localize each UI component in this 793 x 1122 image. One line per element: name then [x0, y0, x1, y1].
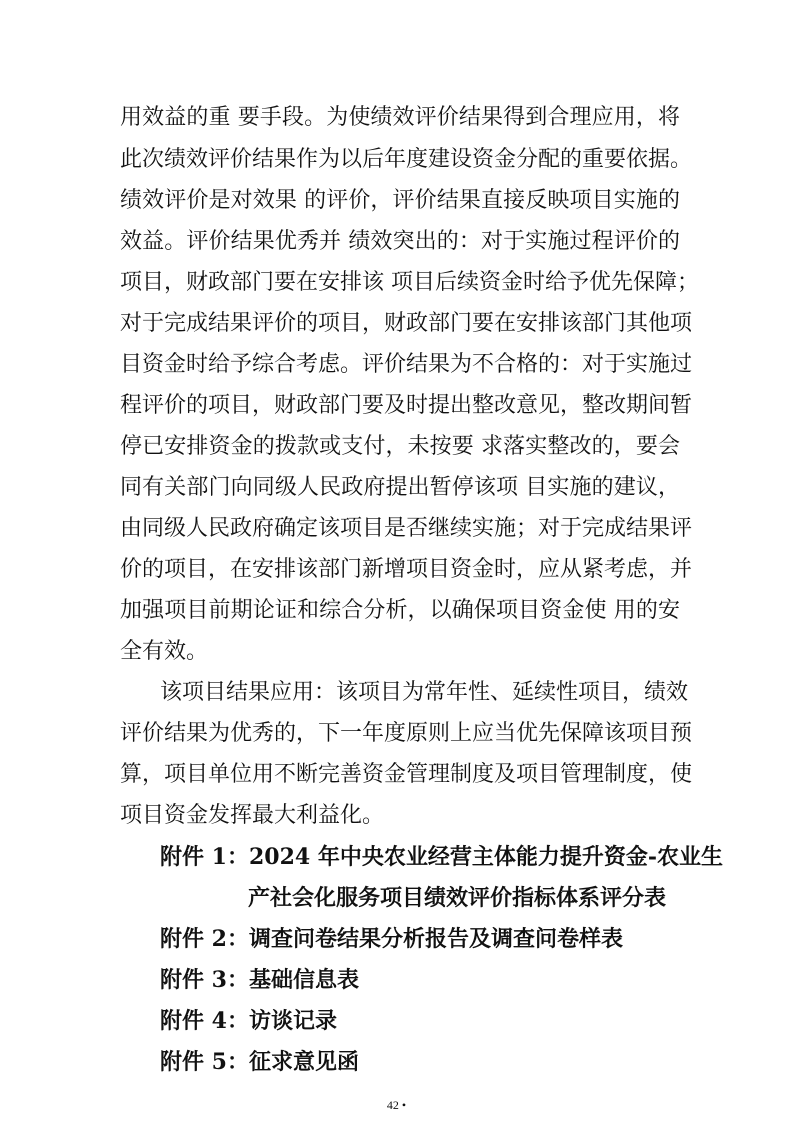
- paragraph-line: 目资金时给予综合考虑。评价结果为不合格的：对于实施过: [120, 352, 693, 377]
- paragraph-line: 项目资金发挥最大利益化。: [120, 803, 385, 828]
- paragraph-line: 算，项目单位用不断完善资金管理制度及项目管理制度，使: [120, 762, 693, 787]
- paragraph-line: 评价结果为优秀的，下一年度原则上应当优先保障该项目预: [120, 721, 693, 746]
- paragraph-line: 由同级人民政府确定该项目是否继续实施；对于完成结果评: [120, 516, 693, 541]
- attachment-1: 附件 1：2024 年中央农业经营主体能力提升资金-农业生: [160, 844, 723, 870]
- paragraph-line: 用效益的重 要手段。为使绩效评价结果得到合理应用，将: [120, 105, 680, 130]
- attachment-5: 附件 5：征求意见函: [160, 1049, 359, 1075]
- paragraph-line: 全有效。: [120, 639, 209, 664]
- page-number: 42 •: [386, 1098, 407, 1112]
- attachment-1-continued: 产社会化服务项目绩效评价指标体系评分表: [248, 885, 667, 911]
- paragraph-line: 该项目结果应用：该项目为常年性、延续性项目，绩效: [160, 680, 689, 705]
- paragraph-line: 同有关部门向同级人民政府提出暂停该项 目实施的建议，: [120, 475, 680, 500]
- paragraph-line: 停已安排资金的拨款或支付，未按要 求落实整改的，要会: [120, 434, 680, 459]
- paragraph-line: 价的项目，在安排该部门新增项目资金时，应从紧考虑，并: [120, 557, 693, 582]
- paragraph-line: 加强项目前期论证和综合分析，以确保项目资金使 用的安: [120, 598, 680, 623]
- attachment-3: 附件 3：基础信息表: [160, 967, 359, 993]
- paragraph-line: 绩效评价是对效果 的评价，评价结果直接反映项目实施的: [120, 188, 680, 213]
- attachment-2: 附件 2：调查问卷结果分析报告及调查问卷样表: [160, 926, 623, 952]
- paragraph-line: 项目，财政部门要在安排该 项目后续资金时给予优先保障；: [120, 270, 699, 295]
- paragraph-line: 此次绩效评价结果作为以后年度建设资金分配的重要依据。: [120, 147, 693, 172]
- attachment-4: 附件 4：访谈记录: [160, 1008, 337, 1034]
- paragraph-line: 对于完成结果评价的项目，财政部门要在安排该部门其他项: [120, 311, 693, 336]
- paragraph-line: 效益。评价结果优秀并 绩效突出的：对于实施过程评价的: [120, 229, 680, 254]
- paragraph-line: 程评价的项目，财政部门要及时提出整改意见，整改期间暂: [120, 393, 693, 418]
